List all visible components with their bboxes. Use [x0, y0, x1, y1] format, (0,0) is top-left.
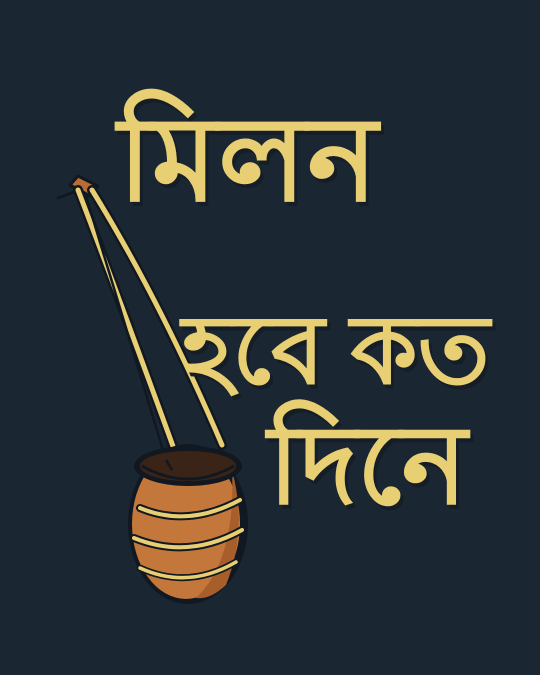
lettering-line-2	[182, 294, 490, 406]
lettering-word-hobe: হবে	[182, 294, 325, 406]
lettering-word-koto: কত	[350, 294, 490, 406]
lettering-line-1: মিলন	[118, 90, 379, 228]
lettering-line-3: দিনে	[268, 401, 468, 529]
gourd-body	[128, 444, 248, 604]
